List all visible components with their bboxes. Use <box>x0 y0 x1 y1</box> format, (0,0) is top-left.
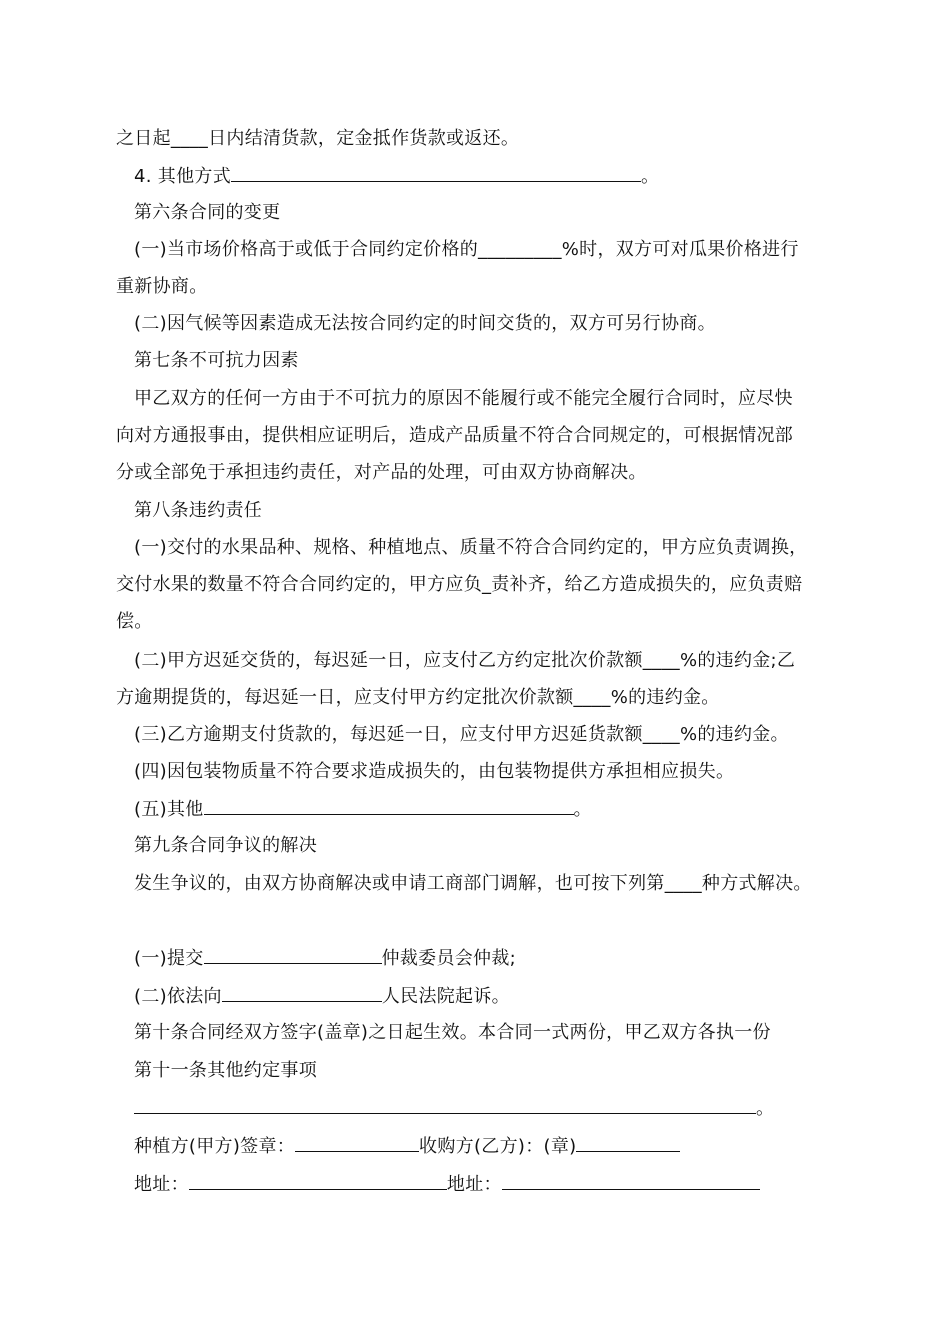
text-line: (四)因包装物质量不符合要求造成损失的，由包装物提供方承担相应损失。 <box>134 761 735 782</box>
text-line: 发生争议的，由双方协商解决或申请工商部门调解，也可按下列第____种方式解决。 <box>134 873 812 894</box>
text-line: 分或全部免于承担违约责任，对产品的处理，可由双方协商解决。 <box>116 462 647 483</box>
text-line: 甲乙双方的任何一方由于不可抗力的原因不能履行或不能完全履行合同时，应尽快 <box>134 388 793 409</box>
text-line: 地址： <box>134 1174 189 1195</box>
text-line: 。 <box>641 166 660 187</box>
court-line <box>134 983 510 1010</box>
text-line: 。 <box>756 1098 775 1119</box>
text-line: (一)提交 <box>134 948 204 969</box>
blank-line <box>204 796 574 815</box>
text-line: (一)交付的水果品种、规格、种植地点、质量不符合合同约定的，甲方应负责调换， <box>134 537 808 558</box>
text-line: 之日起____日内结清货款，定金抵作货款或返还。 <box>116 128 520 149</box>
section-heading: 第八条违约责任 <box>134 500 263 521</box>
text-line: 。 <box>573 799 592 820</box>
text-line: 4. 其他方式 <box>134 166 231 187</box>
section-heading: 第七条不可抗力因素 <box>134 350 299 371</box>
blank-line <box>231 163 641 182</box>
text-line: 地址： <box>446 1174 502 1195</box>
text-line: (一)当市场价格高于或低于合同约定价格的_________%时，双方可对瓜果价格进行 <box>134 239 799 260</box>
blank-line <box>576 1133 680 1152</box>
text-line: 重新协商。 <box>116 276 208 297</box>
text-line: 种植方(甲方)签章： <box>134 1136 296 1157</box>
text-line: (二)依法向 <box>134 986 222 1007</box>
text-line: (三)乙方逾期支付货款的，每迟延一日，应支付甲方迟延货款额____%的违约金。 <box>134 724 789 745</box>
blank-line <box>189 1171 447 1190</box>
blank-line <box>295 1133 419 1152</box>
other-method-line <box>134 163 659 190</box>
other-terms-blank-line <box>134 1095 774 1122</box>
blank-line <box>204 945 382 964</box>
text-line: 收购方(乙方)：(章) <box>419 1136 577 1157</box>
text-line: 人民法院起诉。 <box>381 986 510 1007</box>
text-line: 第十条合同经双方签字(盖章)之日起生效。本合同一式两份，甲乙双方各执一份 <box>134 1022 771 1043</box>
blank-line <box>222 983 382 1002</box>
text-line: (五)其他 <box>134 799 204 820</box>
signature-line <box>134 1133 680 1160</box>
text-line: (二)因气候等因素造成无法按合同约定的时间交货的，双方可另行协商。 <box>134 313 716 334</box>
blank-line <box>134 1095 756 1114</box>
section-heading: 第六条合同的变更 <box>134 202 281 223</box>
arbitration-line <box>134 945 516 972</box>
text-line: (二)甲方迟延交货的，每迟延一日，应支付乙方约定批次价款额____%的违约金;乙 <box>134 650 796 671</box>
text-line: 方逾期提货的，每迟延一日，应支付甲方约定批次价款额____%的违约金。 <box>116 687 720 708</box>
blank-line <box>502 1171 760 1190</box>
other-line <box>134 796 592 823</box>
section-heading: 第九条合同争议的解决 <box>134 835 317 856</box>
text-line: 交付水果的数量不符合合同约定的，甲方应负_责补齐，给乙方造成损失的，应负责赔 <box>116 574 803 595</box>
text-line: 偿。 <box>116 611 153 632</box>
section-heading: 第十一条其他约定事项 <box>134 1060 317 1081</box>
address-line <box>134 1171 760 1198</box>
text-line: 向对方通报事由，提供相应证明后，造成产品质量不符合合同规定的，可根据情况部 <box>116 425 794 446</box>
text-line: 仲裁委员会仲裁; <box>381 948 517 969</box>
